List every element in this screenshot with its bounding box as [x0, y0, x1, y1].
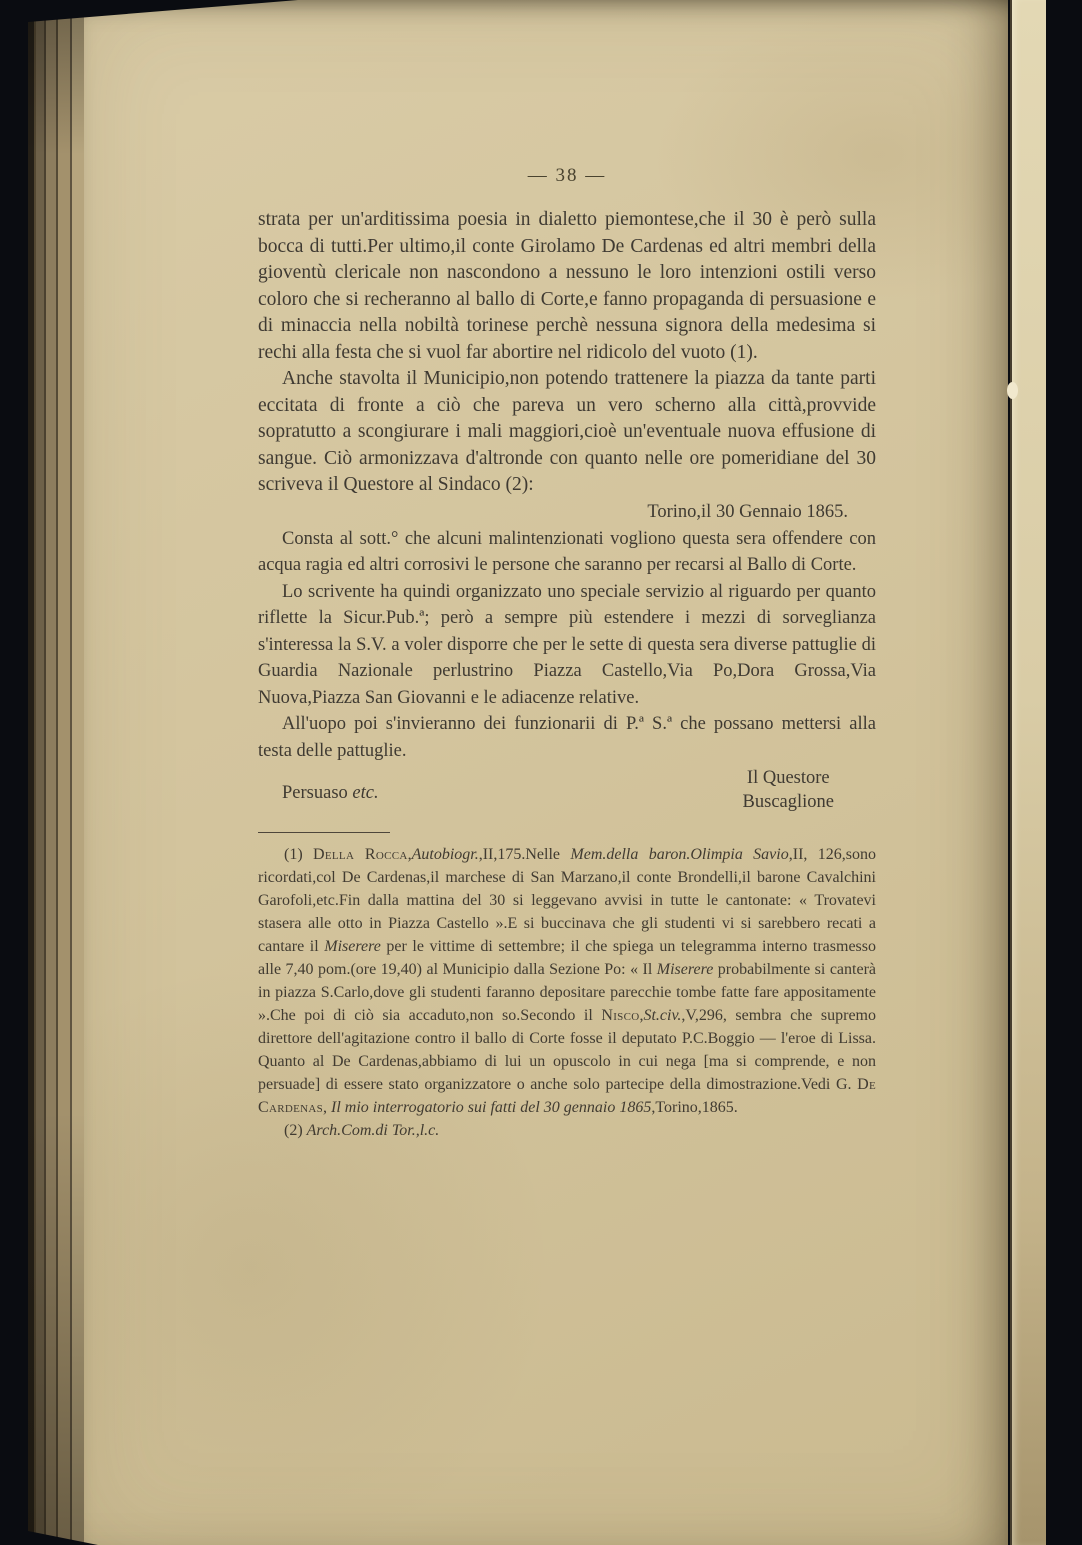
signature-role: Il Questore	[746, 768, 830, 788]
footnote-1: (1) Della Rocca,Autobiogr.,II,175.Nelle Mem.della baron.Olimpia Savio,II, 126,sono ricordati,col De Cardenas,il marchese di San Marzano,il conte Brondelli,il barone Cavalchini Garofoli,etc.Fin dalla mattina del 30 si leggevano avvisi in tutte le cantonate: « Trovatevi stasera alle otto in Piazza Castello ».E si buccinava che gli studenti vi si sarebbero recati a cantare il Miserere per le vittime di settembre; il che spiega un telegramma interno trasmesso alle 7,40 pom.(ore 19,40) al Municipio dalla Sezione Po: « Il Miserere probabilmente si canterà in piazza S.Carlo,dove gli studenti faranno depositare parecchie tombe fatte fare appositamente ».Che poi di ciò sia accaduto,non so.Secondo il Nisco,St.civ.,V,296, sembra che supremo direttore dell'agitazione contro il ballo di Corte fosse il deputato P.C.Boggio — l'eroe di Lissa. Quanto al De Cardenas,abbiamo di lui un opuscolo in cui nega [ma si comprende, e non persuade] di essere stato organizzatore o anche solo partecipe della dimostrazione.Vedi G. De Cardenas, Il mio interrogatorio sui fatti del 30 gennaio 1865,Torino,1865.	[258, 846, 877, 1116]
page-number: — 38 —	[527, 165, 607, 186]
body-paragraph-2: Anche stavolta il Municipio,non potendo trattenere la piazza da tante parti eccitata di fronte a ciò che pareva un vero scherno alla città,provvide sopratutto a scongiurare i mali maggiori,cioè un'eventuale nuova effusione di sangue. Ciò armonizzava d'altronde con quanto nelle ore pomeridiane del 30 scriveva il Questore al Sindaco (2):	[258, 368, 876, 495]
page-edge-strip	[36, 0, 44, 1545]
letter-closing-row	[258, 764, 876, 814]
page-edge-strip	[58, 0, 70, 1545]
adjacent-page-edge	[1010, 0, 1046, 1545]
top-left-corner-shadow	[28, 0, 298, 22]
letter-signature	[743, 766, 834, 814]
signature-name: Buscaglione	[742, 792, 834, 812]
letter-dateline: Torino,il 30 Gennaio 1865.	[647, 501, 848, 522]
bottom-left-corner-shadow	[28, 1531, 98, 1545]
scanned-page	[84, 0, 1008, 1545]
letter-paragraph-3: All'uopo poi s'invieranno dei funzionarii di P.ª S.ª che possano mettersi alla testa delle pattuglie.	[258, 714, 876, 761]
footnote-separator	[258, 832, 390, 833]
page-edge-mark	[1007, 382, 1018, 399]
letter-paragraph-1: Consta al sott.° che alcuni malintenzionati vogliono questa sera offendere con acqua ragia ed altri corrosivi le persone che saranno per recarsi al Ballo di Corte.	[258, 528, 876, 575]
left-page-edges	[28, 0, 84, 1545]
page-edge-strip	[72, 0, 84, 1545]
letter-closing: Persuaso etc.	[282, 783, 379, 803]
text-flow	[258, 207, 876, 1142]
page-edge-strip	[46, 0, 56, 1545]
footnote-2: (2) Arch.Com.di Tor.,l.c.	[284, 1122, 440, 1139]
letter-paragraph-2: Lo scrivente ha quindi organizzato uno speciale servizio al riguardo per quanto riflette la Sicur.Pub.ª; però a sempre più estendere i mezzi di sorveglianza s'interessa la S.V. a voler disporre che per le sette di questa sera diverse pattuglie di Guardia Nazionale perlustrino Piazza Castello,Via Po,Dora Grossa,Via Nuova,Piazza San Giovanni e le adiacenze relative.	[258, 581, 876, 708]
body-paragraph-continuation: strata per un'arditissima poesia in dialetto piemontese,che il 30 è però sulla bocca di tutti.Per ultimo,il conte Girolamo De Cardenas ed altri membri della gioventù clericale non nascondono a nessuno le loro intenzioni ostili verso coloro che si recheranno al ballo di Corte,e fanno propaganda di persuasione e di minaccia nella nobiltà torinese perchè nessuna signora della medesima si rechi alla festa che si vuol far abortire nel ridicolo del vuoto (1).	[258, 209, 876, 363]
